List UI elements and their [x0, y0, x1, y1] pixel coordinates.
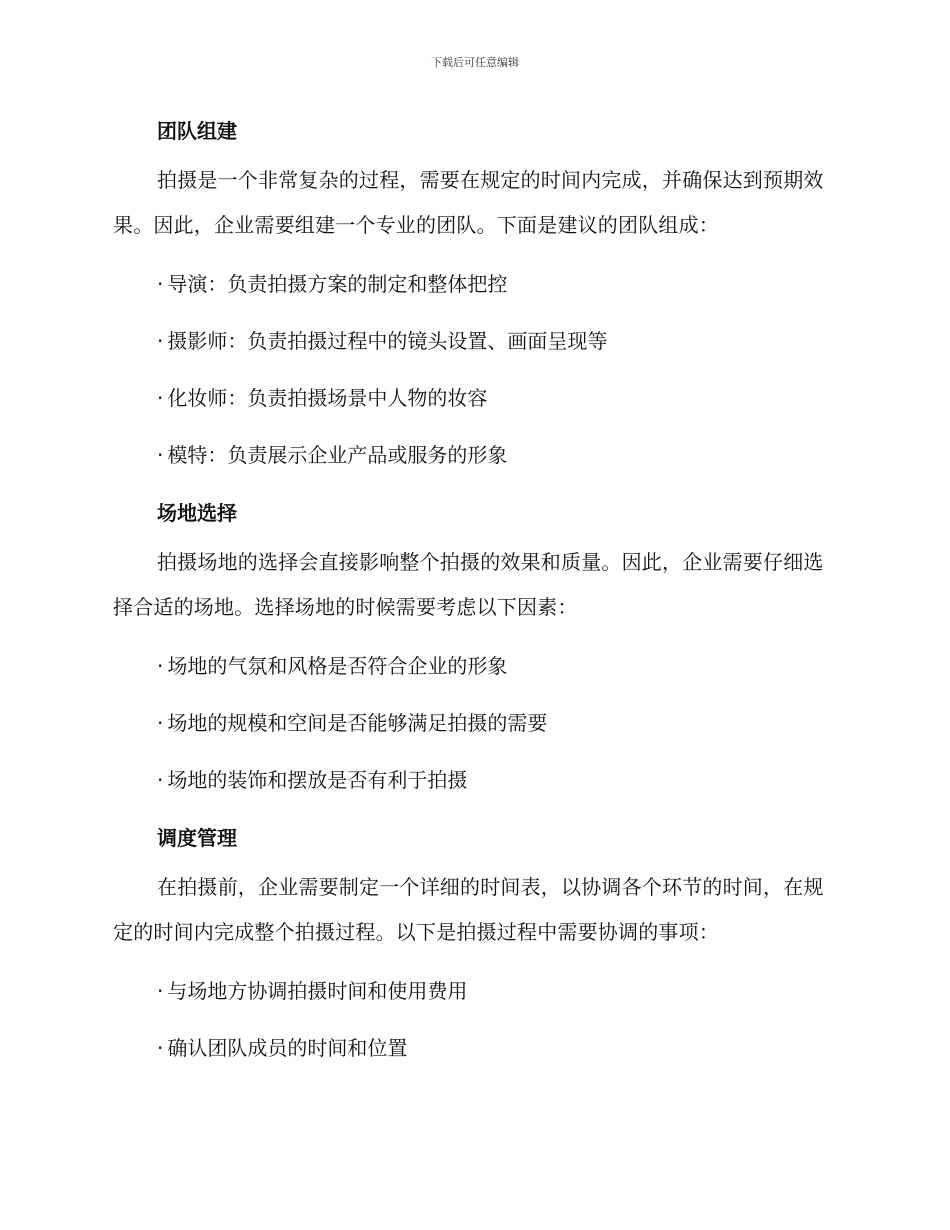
bullet-dot-icon: ·	[157, 443, 164, 467]
section-paragraph: 拍摄是一个非常复杂的过程，需要在规定的时间内完成，并确保达到预期效果。因此，企业需要组建一个专业的团队。下面是建议的团队组成：	[113, 168, 824, 237]
bullet-dot-icon: ·	[157, 711, 164, 735]
list-item	[113, 638, 835, 695]
list-item	[113, 752, 835, 809]
bullet-dot-icon: ·	[157, 329, 164, 353]
section-heading: 团队组建	[157, 119, 237, 143]
section-heading: 场地选择	[157, 501, 237, 525]
section-heading: 调度管理	[157, 826, 237, 850]
list-item-text: 确认团队成员的时间和位置	[167, 1036, 408, 1060]
section-team	[113, 112, 835, 484]
list-item-text: 场地的气氛和风格是否符合企业的形象	[167, 654, 508, 678]
bullet-dot-icon: ·	[157, 386, 164, 410]
list-item	[113, 1020, 835, 1077]
section-paragraph: 拍摄场地的选择会直接影响整个拍摄的效果和质量。因此，企业需要仔细选择合适的场地。选择场地的时候需要考虑以下因素：	[113, 550, 824, 619]
bullet-dot-icon: ·	[157, 1036, 164, 1060]
bullet-dot-icon: ·	[157, 272, 164, 296]
list-item-text: 场地的规模和空间是否能够满足拍摄的需要	[167, 711, 548, 735]
bullet-dot-icon: ·	[157, 654, 164, 678]
section-paragraph: 在拍摄前，企业需要制定一个详细的时间表，以协调各个环节的时间，在规定的时间内完成整个拍摄过程。以下是拍摄过程中需要协调的事项：	[113, 875, 824, 944]
list-item	[113, 427, 835, 484]
list-item-text: 化妆师：负责拍摄场景中人物的妆容	[167, 386, 488, 410]
list-item-text: 与场地方协调拍摄时间和使用费用	[167, 979, 468, 1003]
list-item	[113, 313, 835, 370]
list-item-text: 摄影师：负责拍摄过程中的镜头设置、画面呈现等	[167, 329, 608, 353]
page-header: 下载后可任意编辑	[431, 56, 519, 69]
list-item-text: 模特：负责展示企业产品或服务的形象	[167, 443, 508, 467]
document-body	[113, 112, 835, 1077]
list-item-text: 场地的装饰和摆放是否有利于拍摄	[167, 768, 468, 792]
section-venue	[113, 494, 835, 809]
bullet-list	[113, 256, 835, 484]
list-item-text: 导演：负责拍摄方案的制定和整体把控	[167, 272, 508, 296]
bullet-list	[113, 963, 835, 1077]
list-item	[113, 963, 835, 1020]
bullet-dot-icon: ·	[157, 979, 164, 1003]
list-item	[113, 695, 835, 752]
list-item	[113, 370, 835, 427]
section-scheduling	[113, 819, 835, 1077]
bullet-dot-icon: ·	[157, 768, 164, 792]
list-item	[113, 256, 835, 313]
bullet-list	[113, 638, 835, 809]
